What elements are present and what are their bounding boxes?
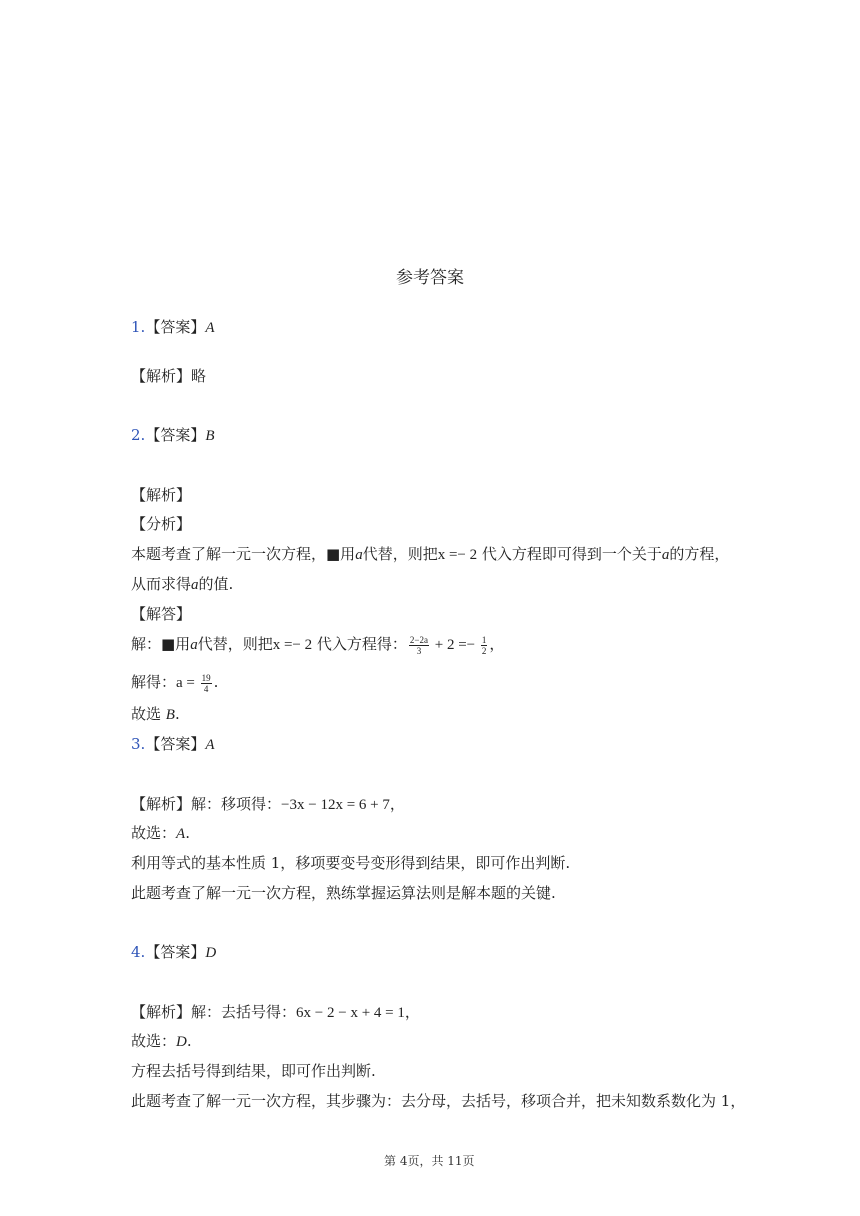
q1-answer-line	[131, 317, 215, 338]
q3-answer-line	[131, 734, 215, 755]
text-segment: 本题考查了解一元一次方程，■用	[131, 545, 356, 563]
q2-jieda-tag: 【解答】	[131, 605, 192, 623]
q4-answer: D	[205, 945, 217, 961]
math-expr: 6x − 2 − x + 4 = 1	[296, 1005, 405, 1021]
q1-analysis-tag: 【解析】	[131, 367, 192, 385]
text-segment: 解得：	[131, 673, 177, 691]
math-expr: x =− 2	[437, 547, 478, 563]
fraction-denominator: 4	[203, 683, 209, 694]
q2-result-line	[131, 672, 218, 694]
q2-answer-tag: 【答案】	[145, 426, 206, 444]
q3-answer-tag: 【答案】	[145, 735, 206, 753]
q3-choose-line	[131, 823, 190, 844]
fraction-numerator: 19	[201, 672, 211, 683]
q2-choose-line	[131, 704, 180, 725]
text-segment: 代替，则把	[197, 635, 273, 653]
q4-analysis-line	[131, 1002, 420, 1023]
text-segment: .	[213, 673, 219, 691]
q1-answer: A	[205, 320, 215, 336]
text-segment: 代入方程即可得到一个关于	[477, 545, 662, 563]
fraction	[409, 635, 429, 656]
math-var: a	[355, 547, 363, 563]
fraction-numerator: 1	[481, 634, 487, 645]
q4-answer-line	[131, 942, 216, 963]
q4-choose-line	[131, 1031, 192, 1052]
fraction	[201, 673, 212, 694]
math-var: a	[191, 577, 199, 593]
text-segment: 故选：	[131, 824, 177, 842]
q3-explanation-line2: 此题考查了解一元一次方程，熟练掌握运算法则是解本题的关键.	[131, 884, 556, 902]
q3-answer: A	[205, 737, 215, 753]
math-expr: x =− 2	[272, 637, 313, 653]
q3-explanation-line1: 利用等式的基本性质 1，移项要变号变形得到结果，即可作出判断.	[131, 854, 571, 872]
q3-analysis-tag: 【解析】	[131, 795, 192, 813]
text-segment: .	[185, 824, 190, 842]
q2-solution-line	[131, 634, 504, 656]
text-segment: .	[174, 705, 180, 723]
text-segment: 故选	[131, 705, 166, 723]
answer-letter: B	[165, 707, 175, 723]
q1-analysis-text: 略	[191, 367, 207, 385]
answer-letter: A	[176, 826, 186, 842]
math-expr: −3x − 12x = 6 + 7	[281, 797, 390, 813]
q2-answer-line	[131, 425, 215, 446]
text-segment: ，	[489, 635, 505, 653]
text-segment: ，	[389, 795, 405, 813]
q3-analysis-line	[131, 794, 405, 815]
text-segment: 的方程，	[669, 545, 730, 563]
text-segment: 故选：	[131, 1032, 177, 1050]
q2-analysis-tag: 【解析】	[131, 486, 192, 504]
text-segment: .	[186, 1032, 192, 1050]
math-expr: a =	[176, 675, 199, 691]
q1-answer-tag: 【答案】	[145, 318, 206, 336]
text-segment: ，	[404, 1003, 420, 1021]
q1-analysis-line	[131, 366, 206, 386]
q1-number: 1.	[131, 318, 146, 336]
q2-fenxi-line1	[131, 544, 729, 565]
q4-analysis-tag: 【解析】	[131, 1003, 192, 1021]
q2-number: 2.	[131, 426, 146, 444]
q4-explanation-line1: 方程去括号得到结果，即可作出判断.	[131, 1062, 376, 1080]
text-segment: 代替，则把	[362, 545, 438, 563]
page-footer: 第 4页，共 11页	[384, 1154, 475, 1168]
q2-answer: B	[205, 428, 215, 444]
q2-fenxi-tag: 【分析】	[131, 515, 192, 533]
q4-number: 4.	[131, 943, 146, 961]
answer-letter: D	[176, 1034, 187, 1050]
math-expr: + 2 =−	[430, 637, 479, 653]
fraction	[481, 635, 488, 656]
q2-fenxi-line2	[131, 574, 233, 595]
math-var: a	[661, 547, 670, 563]
fraction-denominator: 3	[416, 645, 422, 656]
q4-explanation-line2: 此题考查了解一元一次方程，其步骤为：去分母，去括号，移项合并，把未知数系数化为 1，	[131, 1092, 746, 1110]
q3-number: 3.	[131, 735, 146, 753]
text-segment: 从而求得	[131, 575, 192, 593]
fraction-numerator: 2−2a	[409, 634, 428, 645]
fraction-denominator: 2	[481, 645, 487, 656]
text-segment: 的值.	[198, 575, 234, 593]
page-title: 参考答案	[396, 268, 464, 288]
text-segment: 解：■用	[131, 635, 191, 653]
text-segment: 解：去括号得：	[191, 1003, 297, 1021]
text-segment: 代入方程得：	[312, 635, 407, 653]
text-segment: 解：移项得：	[191, 795, 282, 813]
math-var: a	[190, 637, 198, 653]
q4-answer-tag: 【答案】	[145, 943, 206, 961]
